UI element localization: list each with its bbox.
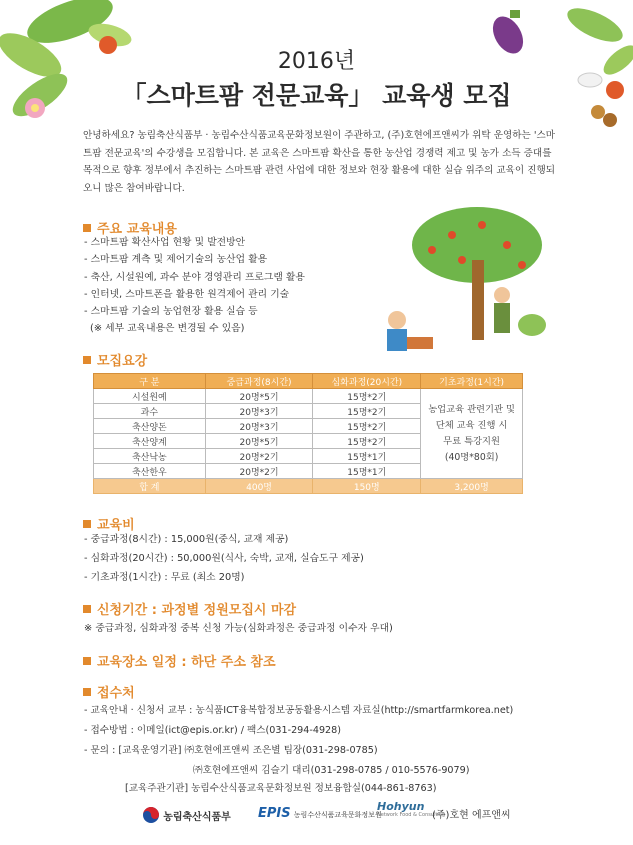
section-heading-recruit: 모집요강 — [83, 350, 147, 369]
footer-logos — [0, 800, 633, 832]
table-cell: 합 계 — [94, 479, 206, 494]
table-cell: 15명*2기 — [313, 389, 421, 404]
reception-line: [교육주관기관] 농림수산식품교육문화정보원 정보융합실(044-861-8763) — [125, 783, 437, 794]
period-note: ※ 중급과정, 심화과정 중복 신청 가능(심화과정은 중급과정 이수자 우대) — [84, 623, 393, 634]
hohyun-name: (주)호현 에프앤씨 — [432, 810, 511, 821]
title-year: 2016년 — [277, 49, 356, 74]
table-cell: 20명*3기 — [205, 419, 313, 434]
table-cell: 20명*5기 — [205, 389, 313, 404]
table-cell: 축산양돈 — [94, 419, 206, 434]
hohyun-logo: Hohyun Network Food & Consulting — [377, 800, 446, 818]
square-bullet-icon — [83, 356, 91, 364]
table-cell: 15명*2기 — [313, 404, 421, 419]
list-item: - 심화과정(20시간) : 50,000원(식사, 숙박, 교재, 실습도구 제공) — [84, 553, 364, 564]
recruit-table — [93, 373, 523, 494]
table-cell: 150명 — [313, 479, 421, 494]
section-heading-reception: 접수처 — [83, 682, 135, 701]
table-cell: 3,200명 — [421, 479, 523, 494]
basic-line: (40명*80회) — [444, 451, 499, 463]
list-note: (※ 세부 교육내용은 변경될 수 있음) — [90, 323, 245, 335]
list-item: - 중급과정(8시간) : 15,000원(중식, 교재 제공) — [84, 534, 289, 545]
square-bullet-icon — [83, 224, 91, 232]
table-header: 구 분 — [94, 374, 206, 389]
table-header: 중급과정(8시간) — [205, 374, 313, 389]
list-item: - 스마트팜 확산사업 현황 및 발전방안 — [84, 237, 246, 248]
list-item: - 축산, 시설원예, 과수 분야 경영관리 프로그램 활용 — [84, 271, 305, 283]
list-item: - 스마트팜 계측 및 제어기술의 농산업 활용 — [84, 254, 268, 266]
table-cell: 15명*1기 — [313, 449, 421, 464]
square-bullet-icon — [83, 520, 91, 528]
table-row — [94, 389, 523, 404]
table-header-row — [94, 374, 523, 389]
reception-line: - 문의 : [교육운영기관] ㈜호현에프앤씨 조은별 팀장(031-298-0785) — [84, 745, 378, 756]
basic-course-cell — [421, 389, 523, 479]
basic-line: 농업교육 관련기관 및 — [428, 403, 515, 415]
table-cell: 20명*3기 — [205, 404, 313, 419]
table-cell: 축산한우 — [94, 464, 206, 479]
table-cell: 20명*2기 — [205, 464, 313, 479]
list-item: - 인터넷, 스마트폰을 활용한 원격제어 관리 기술 — [84, 288, 290, 300]
square-bullet-icon — [83, 605, 91, 613]
reception-line: - 접수방법 : 이메일(ict@epis.or.kr) / 팩스(031-294-4928) — [84, 725, 341, 736]
orchard-illustration — [372, 205, 552, 355]
epis-logo: EPIS 농림수산식품교육문화정보원 — [258, 806, 382, 821]
list-item: - 기초과정(1시간) : 무료 (최소 20명) — [84, 572, 245, 583]
section-heading-content: 주요 교육내용 — [83, 218, 177, 237]
list-item: - 스마트팜 기술의 농업현장 활용 실습 등 — [84, 306, 258, 318]
table-cell: 15명*1기 — [313, 464, 421, 479]
table-cell: 시설원예 — [94, 389, 206, 404]
content-list — [84, 234, 305, 338]
table-header: 기초과정(1시간) — [421, 374, 523, 389]
page-title: 「스마트팜 전문교육」 교육생 모집 — [121, 81, 512, 110]
section-heading-fee: 교육비 — [83, 514, 135, 533]
ministry-logo: 농림축산식품부 — [142, 806, 231, 824]
intro-text: 안녕하세요? 농림축산식품부 · 농림수산식품교육문화정보원이 주관하고, (주)호현에프앤씨가 위탁 운영하는 '스마트팜 전문교육'의 수강생을 모집합니다. 본 교육은 스마트팜 확산을 통한 농산업 경쟁력 제고 및 농가 소득 증대를 목적으로 향후 정부에서 추진하는 스마트팜 관련 사업에 대한 정보와 현장 활용에 대한 실습 위주의 교육이 진행되오니 많은 참여바랍니다. — [83, 130, 556, 194]
table-cell: 축산낙농 — [94, 449, 206, 464]
table-cell: 20명*5기 — [205, 434, 313, 449]
table-cell: 400명 — [205, 479, 313, 494]
taegeuk-icon — [142, 806, 160, 824]
square-bullet-icon — [83, 688, 91, 696]
section-heading-period: 신청기간 : 과정별 정원모집시 마감 — [83, 599, 296, 618]
section-heading-place: 교육장소 일정 : 하단 주소 참조 — [83, 651, 276, 670]
reception-line: - 교육안내 · 신청서 교부 : 농식품ICT융복합정보공동활용시스템 자료실(http://smartfarmkorea.net) — [84, 705, 514, 716]
table-cell: 20명*2기 — [205, 449, 313, 464]
reception-line: ㈜호현에프앤씨 김슬기 대리(031-298-0785 / 010-5576-9079) — [193, 765, 470, 776]
square-bullet-icon — [83, 657, 91, 665]
table-total-row — [94, 479, 523, 494]
table-cell: 15명*2기 — [313, 434, 421, 449]
basic-line: 무료 특강지원 — [443, 435, 500, 447]
table-header: 심화과정(20시간) — [313, 374, 421, 389]
basic-line: 단체 교육 진행 시 — [435, 419, 508, 431]
fee-list — [84, 530, 364, 587]
table-cell: 축산양계 — [94, 434, 206, 449]
table-cell: 15명*2기 — [313, 419, 421, 434]
table-cell: 과수 — [94, 404, 206, 419]
